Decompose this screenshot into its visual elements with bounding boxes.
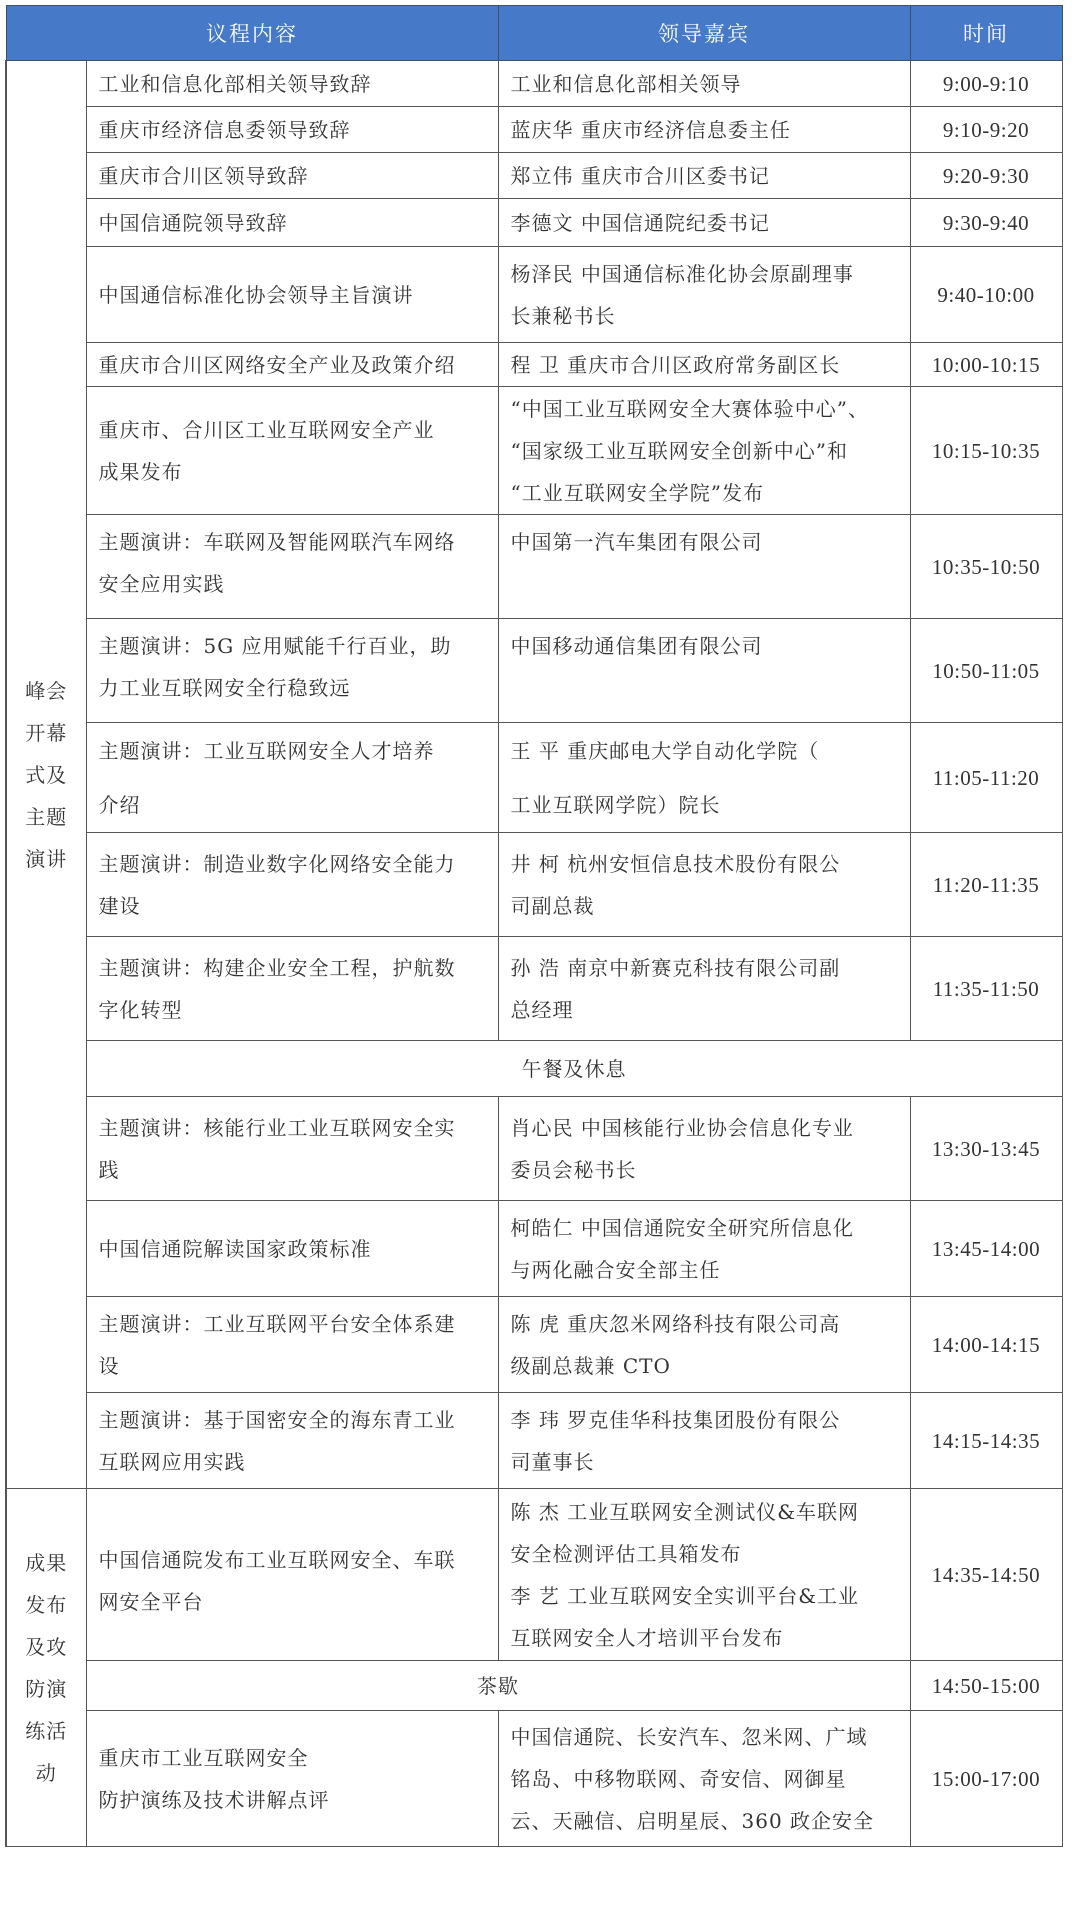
text-line: 字化转型 <box>98 997 183 1022</box>
time-cell: 9:00-9:10 <box>910 61 1062 107</box>
topic-cell <box>86 61 498 107</box>
table-row <box>6 199 1062 247</box>
table-row <box>6 723 1062 833</box>
text-line: 程 卫 重庆市合川区政府常务副区长 <box>510 352 841 377</box>
speaker-cell <box>498 1201 910 1297</box>
text-line: 肖心民 中国核能行业协会信息化专业 <box>510 1115 854 1140</box>
text-line: 安全应用实践 <box>98 572 225 596</box>
time-cell: 14:50-15:00 <box>910 1661 1062 1711</box>
text-line: 铭岛、中移物联网、奇安信、网御星 <box>510 1766 847 1791</box>
text-line: 中国信通院发布工业互联网安全、车联 <box>98 1548 456 1572</box>
table-row <box>6 387 1062 515</box>
text-line: 重庆市、合川区工业互联网安全产业 <box>98 417 435 442</box>
table-row <box>6 619 1062 723</box>
topic-cell <box>86 1097 498 1201</box>
table-row <box>6 61 1062 107</box>
text-line: 中国通信标准化协会领导主旨演讲 <box>98 282 414 307</box>
section-opening: 峰会开幕式及主题演讲 <box>6 61 86 1489</box>
table-row <box>6 107 1062 153</box>
header-agenda: 议程内容 <box>6 6 498 61</box>
time-cell: 15:00-17:00 <box>910 1711 1062 1847</box>
time-cell: 10:50-11:05 <box>910 619 1062 723</box>
lunch-break-cell: 午餐及休息 <box>86 1041 1062 1097</box>
text-line: 设 <box>98 1353 120 1378</box>
text-line: 云、天融信、启明星辰、360 政企安全 <box>510 1808 875 1833</box>
text-line: 中国信通院、长安汽车、忽米网、广域 <box>510 1724 868 1749</box>
text-line: 重庆市合川区领导致辞 <box>98 163 309 188</box>
text-line: 杨泽民 中国通信标准化协会原副理事 <box>510 261 854 286</box>
speaker-cell <box>498 107 910 153</box>
agenda-table-wrapper <box>5 5 1063 1847</box>
topic-cell <box>86 153 498 199</box>
text-line: 重庆市经济信息委领导致辞 <box>98 117 351 142</box>
text-line: “国家级工业互联网安全创新中心”和 <box>510 438 848 463</box>
text-line: 长兼秘书长 <box>510 303 616 328</box>
table-row <box>6 247 1062 343</box>
topic-cell <box>86 343 498 387</box>
speaker-cell <box>498 343 910 387</box>
topic-cell <box>86 1489 498 1661</box>
text-line: 李 艺 工业互联网安全实训平台&工业 <box>510 1583 860 1608</box>
text-line: 井 柯 杭州安恒信息技术股份有限公 <box>510 851 841 876</box>
time-cell: 11:05-11:20 <box>910 723 1062 833</box>
text-line: 互联网安全人才培训平台发布 <box>510 1625 784 1650</box>
time-cell: 13:45-14:00 <box>910 1201 1062 1297</box>
text-line: 防护演练及技术讲解点评 <box>98 1787 330 1812</box>
time-cell: 10:00-10:15 <box>910 343 1062 387</box>
topic-cell <box>86 247 498 343</box>
table-row <box>6 1097 1062 1201</box>
time-cell: 9:10-9:20 <box>910 107 1062 153</box>
speaker-cell <box>498 153 910 199</box>
text-line: 王 平 重庆邮电大学自动化学院（ <box>510 738 820 763</box>
text-line: “工业互联网安全学院”发布 <box>510 480 764 505</box>
speaker-cell <box>498 723 910 833</box>
text-line: 主题演讲：车联网及智能网联汽车网络 <box>98 530 456 554</box>
table-row <box>6 1711 1062 1847</box>
text-line: 李 玮 罗克佳华科技集团股份有限公 <box>510 1407 841 1432</box>
table-row <box>6 1393 1062 1489</box>
text-line: 孙 浩 南京中新赛克科技有限公司副 <box>510 955 841 980</box>
speaker-cell <box>498 61 910 107</box>
topic-cell <box>86 387 498 515</box>
speaker-cell <box>498 515 910 619</box>
time-cell: 14:00-14:15 <box>910 1297 1062 1393</box>
text-line: 主题演讲：工业互联网安全人才培养 <box>98 738 435 763</box>
tea-break-cell: 茶歇 <box>86 1661 910 1711</box>
table-row <box>6 937 1062 1041</box>
table-row <box>6 1297 1062 1393</box>
time-cell: 10:35-10:50 <box>910 515 1062 619</box>
time-cell: 9:40-10:00 <box>910 247 1062 343</box>
text-line: 郑立伟 重庆市合川区委书记 <box>510 163 770 188</box>
time-cell: 9:30-9:40 <box>910 199 1062 247</box>
speaker-cell <box>498 1393 910 1489</box>
text-line: 级副总裁兼 CTO <box>510 1353 671 1378</box>
speaker-cell <box>498 1097 910 1201</box>
topic-cell <box>86 937 498 1041</box>
text-line: 安全检测评估工具箱发布 <box>510 1541 742 1566</box>
speaker-cell <box>498 1489 910 1661</box>
text-line: 中国移动通信集团有限公司 <box>510 634 763 658</box>
speaker-cell <box>498 387 910 515</box>
text-line: 工业和信息化部相关领导 <box>510 71 742 96</box>
text-line: 介绍 <box>98 792 141 817</box>
speaker-cell <box>498 937 910 1041</box>
topic-cell <box>86 515 498 619</box>
lunch-row <box>6 1041 1062 1097</box>
text-line: 陈 虎 重庆忽米网络科技有限公司高 <box>510 1311 841 1336</box>
text-line: 司董事长 <box>510 1449 595 1474</box>
speaker-cell <box>498 1711 910 1847</box>
text-line: 司副总裁 <box>510 893 595 918</box>
text-line: 主题演讲：5G 应用赋能千行百业，助 <box>98 634 452 658</box>
header-time: 时间 <box>910 6 1062 61</box>
table-header-row <box>6 6 1062 61</box>
topic-cell <box>86 107 498 153</box>
speaker-cell <box>498 833 910 937</box>
table-row <box>6 153 1062 199</box>
text-line: 主题演讲：基于国密安全的海东青工业 <box>98 1407 456 1432</box>
text-line: 中国第一汽车集团有限公司 <box>510 530 763 554</box>
text-line: 主题演讲：核能行业工业互联网安全实 <box>98 1115 456 1140</box>
table-row <box>6 515 1062 619</box>
time-cell: 9:20-9:30 <box>910 153 1062 199</box>
text-line: 总经理 <box>510 997 574 1022</box>
text-line: 主题演讲：制造业数字化网络安全能力 <box>98 851 456 876</box>
text-line: 建设 <box>98 893 141 918</box>
text-line: 与两化融合安全部主任 <box>510 1257 721 1282</box>
time-cell: 14:35-14:50 <box>910 1489 1062 1661</box>
table-row <box>6 1489 1062 1661</box>
section-results: 成果发布及攻防演练活动 <box>6 1489 86 1847</box>
speaker-cell <box>498 199 910 247</box>
text-line: 重庆市合川区网络安全产业及政策介绍 <box>98 352 456 377</box>
speaker-cell <box>498 1297 910 1393</box>
text-line: 委员会秘书长 <box>510 1157 637 1182</box>
speaker-cell <box>498 619 910 723</box>
text-line: 工业和信息化部相关领导致辞 <box>98 71 372 96</box>
topic-cell <box>86 1297 498 1393</box>
text-line: 中国信通院领导致辞 <box>98 210 288 235</box>
text-line: 践 <box>98 1157 120 1182</box>
header-speakers: 领导嘉宾 <box>498 6 910 61</box>
topic-cell <box>86 1711 498 1847</box>
text-line: 力工业互联网安全行稳致远 <box>98 676 351 700</box>
text-line: 陈 杰 工业互联网安全测试仪&车联网 <box>510 1499 860 1524</box>
text-line: 互联网应用实践 <box>98 1449 246 1474</box>
topic-cell <box>86 723 498 833</box>
text-line: 柯皓仁 中国信通院安全研究所信息化 <box>510 1215 854 1240</box>
time-cell: 13:30-13:45 <box>910 1097 1062 1201</box>
time-cell: 11:35-11:50 <box>910 937 1062 1041</box>
topic-cell <box>86 199 498 247</box>
text-line: 蓝庆华 重庆市经济信息委主任 <box>510 117 791 142</box>
time-cell: 11:20-11:35 <box>910 833 1062 937</box>
speaker-cell <box>498 247 910 343</box>
table-row <box>6 833 1062 937</box>
text-line: 成果发布 <box>98 459 183 484</box>
time-cell: 14:15-14:35 <box>910 1393 1062 1489</box>
text-line: 网安全平台 <box>98 1590 204 1614</box>
agenda-table <box>5 5 1063 1847</box>
text-line: 工业互联网学院）院长 <box>510 792 721 817</box>
text-line: “中国工业互联网安全大赛体验中心”、 <box>510 396 869 421</box>
topic-cell <box>86 833 498 937</box>
topic-cell <box>86 1393 498 1489</box>
text-line: 主题演讲：工业互联网平台安全体系建 <box>98 1311 456 1336</box>
text-line: 李德文 中国信通院纪委书记 <box>510 210 770 235</box>
time-cell: 10:15-10:35 <box>910 387 1062 515</box>
text-line: 主题演讲：构建企业安全工程，护航数 <box>98 955 456 980</box>
topic-cell <box>86 619 498 723</box>
topic-cell <box>86 1201 498 1297</box>
text-line: 中国信通院解读国家政策标准 <box>98 1236 372 1261</box>
table-row <box>6 1201 1062 1297</box>
text-line: 重庆市工业互联网安全 <box>98 1745 309 1770</box>
tea-break-row <box>6 1661 1062 1711</box>
table-row <box>6 343 1062 387</box>
